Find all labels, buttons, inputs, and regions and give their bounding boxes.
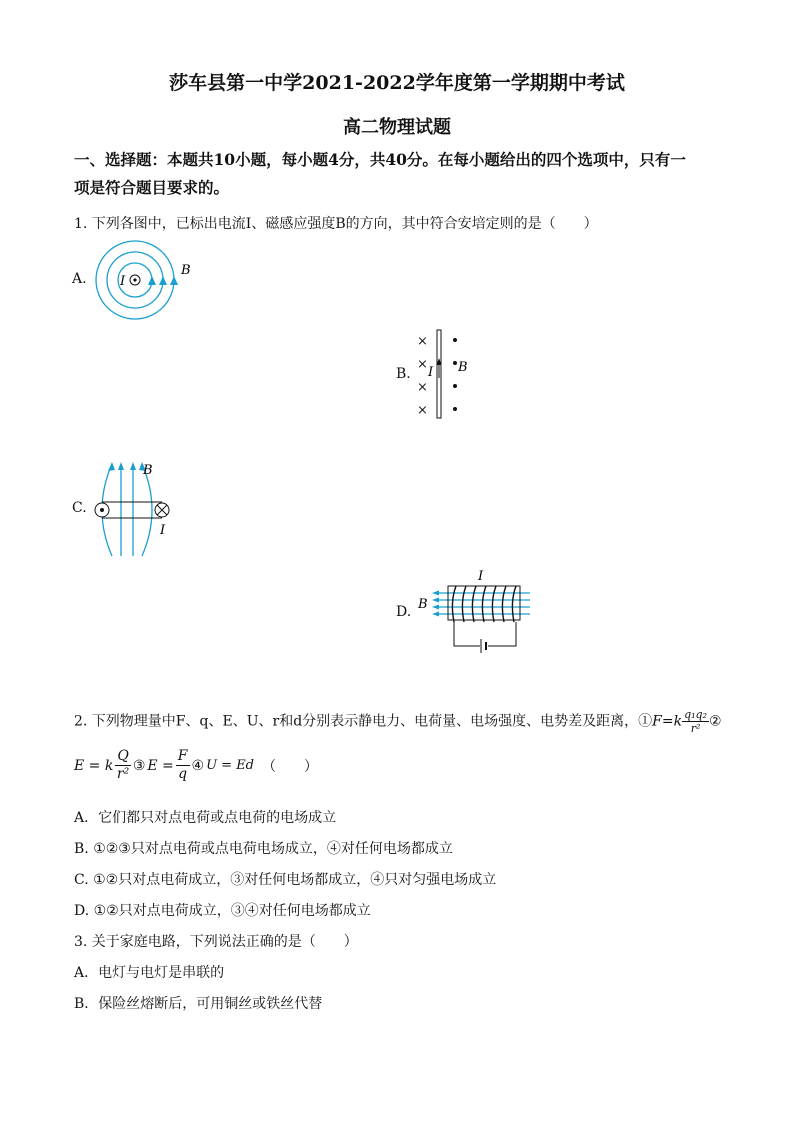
q1-stem: 1. 下列各图中，已标出电流I、磁感应强度B的方向，其中符合安培定则的是（ ） xyxy=(74,216,598,232)
q2-stem-text: 2. 下列物理量中F、q、E、U、r和d分别表示静电力、电荷量、电场强度、电势差及距离，① xyxy=(74,713,653,730)
formula-3-lhs: E = xyxy=(147,757,174,774)
label-I: I xyxy=(478,569,484,584)
formula-4: U = Ed xyxy=(206,758,255,773)
svg-text:×: × xyxy=(417,380,428,395)
formula-2-fraction: Q r² xyxy=(116,748,130,782)
label-B: B xyxy=(458,360,468,375)
q2-option-a[interactable]: A．它们都只对点电荷或点电荷的电场成立 xyxy=(74,810,337,826)
q2-option-b[interactable]: B. ①②③只对点电荷或点电荷电场成立，④对任何电场都成立 xyxy=(74,841,453,857)
arrow-middle xyxy=(159,276,167,285)
q3-option-a[interactable]: A．电灯与电灯是串联的 xyxy=(74,965,225,981)
q1-option-b-label[interactable]: B. xyxy=(396,366,411,382)
q2-formulas xyxy=(74,748,318,783)
svg-text:×: × xyxy=(417,357,428,372)
q3-option-b[interactable]: B．保险丝熔断后，可用铜丝或铁丝代替 xyxy=(74,996,323,1012)
q2-paren: （ ） xyxy=(262,758,319,775)
formula-1-lhs: F=k xyxy=(652,713,683,730)
formula-1-fraction: $\frac{\text{q₁q₂}}{\text{r²}}$ xyxy=(684,708,707,735)
q2-option-c[interactable]: C. ①②只对点电荷成立，③对任何电场都成立，④只对匀强电场成立 xyxy=(74,872,497,888)
q1-figure-d xyxy=(414,566,544,656)
svg-text:×: × xyxy=(417,403,428,418)
q1-option-a-label[interactable]: A. xyxy=(72,271,87,287)
formula-2-lhs: E = k xyxy=(74,757,114,774)
label-B: B xyxy=(181,263,191,278)
label-B: B xyxy=(418,597,428,612)
q2-option-d[interactable]: D. ①②只对点电荷成立，③④对任何电场都成立 xyxy=(74,903,371,919)
current-dot-icon xyxy=(133,278,136,281)
exam-title: 莎车县第一中学2021-2022学年度第一学期期中考试 xyxy=(169,72,625,94)
circle-4: ④ xyxy=(191,757,205,774)
svg-text:×: × xyxy=(417,334,428,349)
circle-3: ③ xyxy=(132,757,146,774)
circle-2: ② xyxy=(709,713,722,730)
arrow-outer xyxy=(170,276,178,285)
section-heading-line1: 一、选择题：本题共10小题，每小题4分，共40分。在每小题给出的四个选项中，只有一 xyxy=(74,150,686,169)
label-I: I xyxy=(428,365,434,380)
q1-figure-a xyxy=(90,240,200,324)
coil-icon xyxy=(452,586,516,622)
q1-option-d-label[interactable]: D. xyxy=(396,604,412,620)
label-I: I xyxy=(160,523,166,538)
arrow-inner xyxy=(148,276,156,285)
section-heading-line2: 项是符合题目要求的。 xyxy=(74,178,230,197)
label-I: I xyxy=(120,274,126,289)
q1-option-c-label[interactable]: C. xyxy=(72,500,87,516)
exam-subtitle: 高二物理试题 xyxy=(343,117,451,138)
label-B: B xyxy=(143,463,153,478)
q1-figure-c xyxy=(88,456,188,560)
formula-3-fraction: $\frac{F}{q}$ xyxy=(177,748,188,782)
current-out-icon xyxy=(100,508,104,512)
q2-stem xyxy=(74,708,722,735)
q1-figure-b xyxy=(412,328,472,420)
section-heading xyxy=(74,146,734,202)
q3-stem: 3. 关于家庭电路，下列说法正确的是（ ） xyxy=(74,934,358,950)
